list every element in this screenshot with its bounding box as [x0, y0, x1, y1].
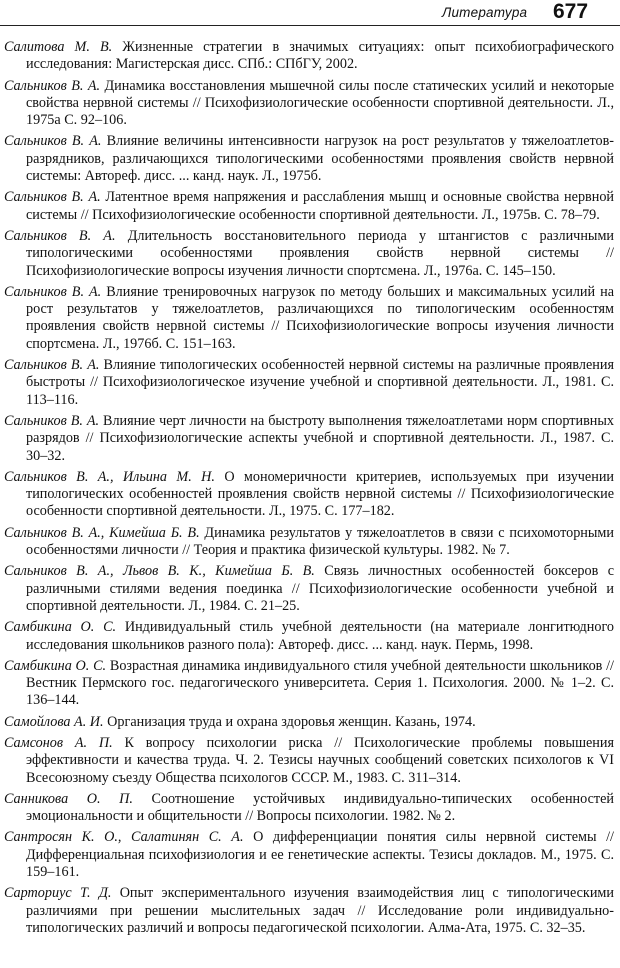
reference-text: Соотношение устойчивых индивидуально-типических особенностей эмоциональности и общительности // Вопросы психологии. 1982. № 2.: [26, 790, 614, 825]
reference-authors: Салитова М. В.: [4, 39, 113, 55]
reference-text: Влияние черт личности на быстроту выполнения тяжелоатлетами норм спортивных разрядов // Психофизиологические аспекты учебной и спортивной деятельности. Л., 1987. С. 30–32.: [26, 412, 615, 464]
reference-text: Индивидуальный стиль учебной деятельности (на материале лонгитюдного исследования школьников разного пола): Автореф. дисс. ... канд. наук. Пермь, 1998.: [26, 619, 615, 653]
reference-text: Динамика результатов у тяжелоатлетов в связи с психомоторными особенностями личности // Теория и практика физической культуры. 1982. № 7.: [26, 524, 614, 559]
reference-entry: [4, 714, 614, 731]
reference-entry: [4, 563, 614, 615]
reference-authors: Самбикина О. С.: [4, 657, 107, 674]
reference-entry: [4, 189, 614, 224]
header-rule: [0, 25, 620, 26]
reference-text: Возрастная динамика индивидуального стиля учебной деятельности школьников // Вестник Пермского гос. педагогического университета. Серия 1. Психология. 2000. № 1–2. С. 136–144.: [26, 657, 614, 709]
reference-entry: [4, 133, 614, 185]
reference-authors: Сантросян К. О., Салатинян С. А.: [4, 829, 244, 846]
reference-authors: Самсонов А. П.: [4, 734, 113, 751]
reference-entry: [4, 469, 614, 521]
reference-text: Влияние типологических особенностей нервной системы на различные проявления быстроты // Психофизиологическое изучение учебной и спортивной деятельности. Л., 1981. С. 113–116.: [26, 357, 614, 408]
reference-authors: Сальников В. А., Львов В. К., Кимейша Б. В.: [4, 563, 315, 580]
reference-authors: Сальников В. А.: [4, 133, 102, 150]
reference-authors: Сарториус Т. Д.: [4, 885, 112, 902]
running-section-title: Литература: [442, 5, 528, 20]
reference-text: Жизненные стратегии в значимых ситуациях: опыт психобиографического исследования: Магистерская дисс. СПб.: СПбГУ, 2002.: [26, 39, 614, 73]
reference-entry: [4, 357, 614, 409]
reference-text: Связь личностных особенностей боксеров с различными стилями ведения поединка // Психофизиологические особенности учебной и спортивной деятельности. Л., 1984. С. 21–25.: [26, 563, 614, 614]
reference-entry: [4, 829, 614, 881]
reference-authors: Сальников В. А., Кимейша Б. В.: [4, 524, 200, 541]
reference-entry: [4, 658, 614, 710]
reference-text: Опыт экспериментального изучения взаимодействия лиц с типологическими различиями при решении мыслительных задач // Исследование роли индивидуально-типологических различий и вопросы педагогической психологии. Алма-Ата, 1975. С. 32–35.: [26, 885, 614, 936]
reference-authors: Сальников В. А.: [4, 77, 101, 94]
reference-text: Динамика восстановления мышечной силы после статических усилий и некоторые свойства нервной системы // Психофизиологические особенности спортивной деятельности. Л., 1975а С. 92–106.: [26, 77, 615, 129]
reference-text: К вопросу психологии риска // Психологические проблемы повышения эффективности и качества труда. Ч. 2. Тезисы научных сообщений советских психологов к VI Всесоюзному съезду Общества психологов СССР. М., 1983. С. 311–314.: [26, 734, 614, 786]
reference-text: Влияние величины интенсивности нагрузок на рост результатов у тяжелоатлетов-разрядников, различающихся типологическими особенностями проявления свойств нервной системы: Автореф. дисс. ... канд. наук. Л., 1975б.: [26, 133, 615, 185]
reference-authors: Сальников В. А.: [4, 357, 100, 374]
reference-entry: [4, 791, 614, 826]
reference-entry: [4, 413, 614, 465]
reference-text: О дифференциации понятия силы нервной системы // Дифференциальная психофизиология и ее генетические аспекты. Тезисы докладов. М., 1975. С. 159–161.: [26, 829, 614, 881]
reference-authors: Сальников В. А.: [4, 227, 116, 244]
reference-entry: [4, 885, 614, 937]
reference-list: [4, 39, 614, 941]
reference-authors: Сальников В. А.: [4, 189, 101, 206]
reference-authors: Сальников В. А.: [4, 412, 100, 429]
reference-authors: Санникова О. П.: [4, 790, 133, 807]
reference-authors: Самойлова А. И.: [4, 713, 104, 730]
reference-entry: [4, 39, 614, 74]
reference-entry: [4, 78, 614, 130]
reference-authors: Сальников В. А., Ильина М. Н.: [4, 468, 215, 485]
reference-text: Длительность восстановительного периода у штангистов с различными типологическими особенностями проявления свойств нервной системы // Психофизиологические вопросы изучения личности спортсмена. Л., 1976а. С. 145–150.: [26, 227, 615, 279]
reference-authors: Самбикина О. С.: [4, 619, 117, 636]
page-number: 677: [553, 0, 589, 23]
reference-entry: [4, 284, 614, 353]
reference-entry: [4, 619, 614, 654]
reference-text: Латентное время напряжения и расслабления мышц и основные свойства нервной системы // Психофизиологические особенности спортивной деятельности. Л., 1975в. С. 78–79.: [26, 189, 615, 223]
reference-entry: [4, 525, 614, 560]
reference-entry: [4, 735, 614, 787]
reference-text: Влияние тренировочных нагрузок по методу больших и максимальных усилий на рост результатов у тяжелоатлетов, различающихся по типологическим особенностям проявления свойств нервной системы // Психофизиологические вопросы изучения личности спортсмена. Л., 1976б. С. 151–163.: [26, 283, 615, 352]
reference-text: О мономеричности критериев, используемых при изучении типологических особенностей проявления свойств нервной системы // Психофизиологические особенности спортивной деятельности. Л., 1975. С. 177–182.: [26, 468, 615, 520]
reference-text: Организация труда и охрана здоровья женщин. Казань, 1974.: [107, 713, 476, 730]
reference-authors: Сальников В. А.: [4, 283, 102, 300]
reference-entry: [4, 228, 614, 280]
page-header: [0, 0, 620, 28]
